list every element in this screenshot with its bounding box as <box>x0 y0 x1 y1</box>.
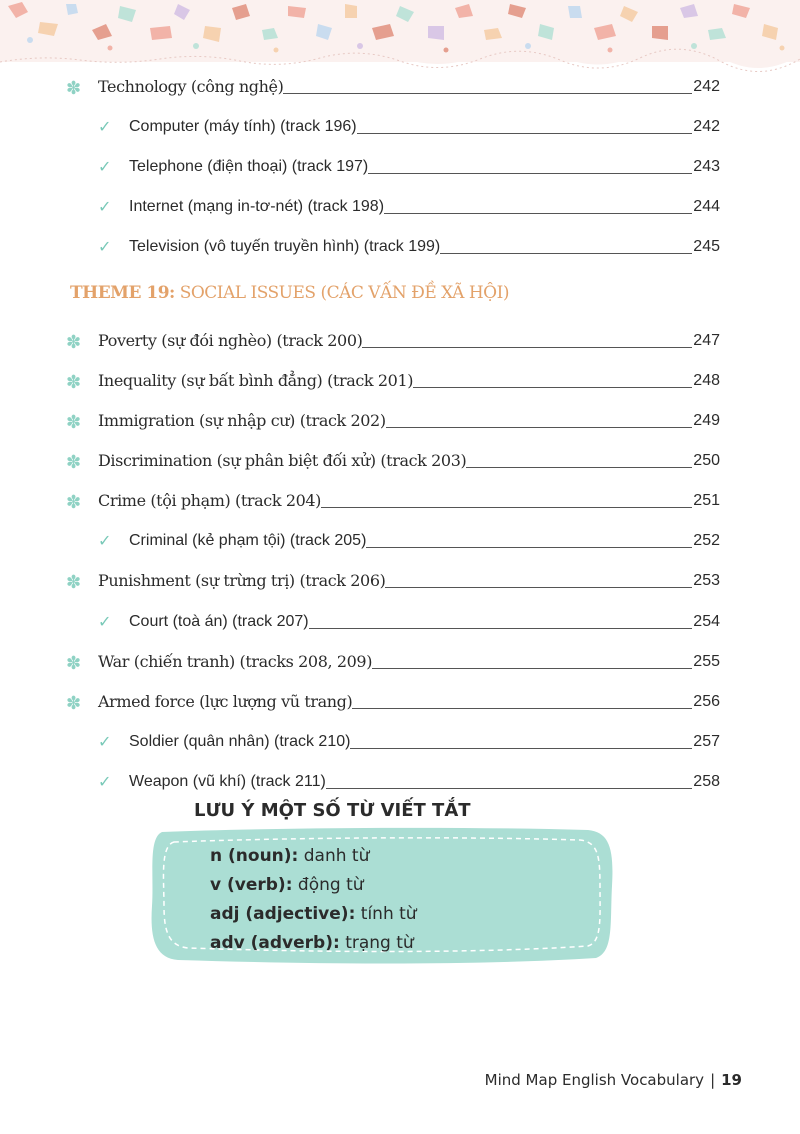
dot-leader <box>283 93 692 94</box>
toc-entry-label: Telephone (điện thoại) (track 197) <box>129 158 369 175</box>
flower-bullet-icon: ✽ <box>66 492 82 512</box>
abbreviation: v (verb): <box>210 875 293 895</box>
flower-bullet-icon: ✽ <box>66 572 82 592</box>
toc-page-number: 245 <box>693 238 720 255</box>
toc-page-number: 242 <box>693 78 720 95</box>
flower-bullet-icon: ✽ <box>66 78 82 98</box>
dot-leader <box>321 507 692 508</box>
toc-page-number: 249 <box>693 412 720 429</box>
decorative-header-band <box>0 0 800 80</box>
toc-entry-label: Criminal (kẻ phạm tội) (track 205) <box>129 532 367 549</box>
abbreviation: adv (adverb): <box>210 933 340 953</box>
flower-bullet-icon: ✽ <box>66 653 82 673</box>
toc-entry-label: Discrimination (sự phân biệt đối xử) (track 203) <box>98 451 467 470</box>
dot-leader <box>357 133 692 134</box>
checkmark-icon: ✓ <box>98 119 112 136</box>
dot-leader <box>352 708 692 709</box>
abbreviation: n (noun): <box>210 846 299 866</box>
book-title: Mind Map English Vocabulary <box>484 1071 705 1089</box>
abbreviation-item <box>210 842 417 871</box>
toc-subentry[interactable] <box>0 771 800 795</box>
toc-page-number: 257 <box>693 733 720 750</box>
toc-subentry[interactable] <box>0 236 800 260</box>
toc-entry-label: War (chiến tranh) (tracks 208, 209) <box>98 652 373 671</box>
notes-title: LƯU Ý MỘT SỐ TỪ VIẾT TẮT <box>194 800 471 821</box>
toc-entry[interactable] <box>0 450 800 474</box>
theme-heading[interactable] <box>70 283 509 303</box>
abbreviation-item <box>210 871 417 900</box>
toc-page-number: 242 <box>693 118 720 135</box>
checkmark-icon: ✓ <box>98 734 112 751</box>
theme-title: SOCIAL ISSUES (CÁC VẤN ĐỀ XÃ HỘI) <box>174 283 509 303</box>
flower-bullet-icon: ✽ <box>66 452 82 472</box>
toc-entry-label: Technology (công nghệ) <box>98 77 284 96</box>
toc-entry-label: Inequality (sự bất bình đẳng) (track 201) <box>98 371 414 390</box>
checkmark-icon: ✓ <box>98 614 112 631</box>
toc-entry-label: Weapon (vũ khí) (track 211) <box>129 773 326 790</box>
page-footer <box>485 1071 742 1089</box>
footer-separator: | <box>710 1071 716 1089</box>
toc-page-number: 254 <box>693 613 720 630</box>
dot-leader <box>326 788 692 789</box>
toc-page-number: 252 <box>693 532 720 549</box>
toc-subentry[interactable] <box>0 611 800 635</box>
toc-entry-label: Armed force (lực lượng vũ trang) <box>98 692 353 711</box>
dot-leader <box>466 467 692 468</box>
checkmark-icon: ✓ <box>98 533 112 550</box>
dot-leader <box>362 347 692 348</box>
dot-leader <box>368 173 692 174</box>
abbreviation-meaning: tính từ <box>355 904 417 924</box>
toc-entry-label: Poverty (sự đói nghèo) (track 200) <box>98 331 363 350</box>
abbreviation-list <box>210 842 417 958</box>
flower-bullet-icon: ✽ <box>66 412 82 432</box>
dot-leader <box>386 427 692 428</box>
toc-page-number: 247 <box>693 332 720 349</box>
toc-entry[interactable] <box>0 651 800 675</box>
dot-leader <box>413 387 692 388</box>
toc-subentry[interactable] <box>0 116 800 140</box>
toc-entry[interactable] <box>0 330 800 354</box>
toc-entry[interactable] <box>0 410 800 434</box>
flower-bullet-icon: ✽ <box>66 332 82 352</box>
flower-bullet-icon: ✽ <box>66 372 82 392</box>
toc-page-number: 243 <box>693 158 720 175</box>
toc-entry[interactable] <box>0 490 800 514</box>
toc-entry-label: Immigration (sự nhập cư) (track 202) <box>98 411 386 430</box>
abbreviation-meaning: trạng từ <box>339 933 414 953</box>
toc-subentry[interactable] <box>0 196 800 220</box>
flower-bullet-icon: ✽ <box>66 693 82 713</box>
toc-page-number: 248 <box>693 372 720 389</box>
dot-leader <box>440 253 692 254</box>
abbreviation-item <box>210 900 417 929</box>
abbreviation: adj (adjective): <box>210 904 356 924</box>
toc-entry[interactable] <box>0 370 800 394</box>
dot-leader <box>384 213 692 214</box>
toc-subentry[interactable] <box>0 731 800 755</box>
toc-subentry[interactable] <box>0 530 800 554</box>
toc-page-number: 250 <box>693 452 720 469</box>
dot-leader <box>372 668 692 669</box>
toc-entry-label: Soldier (quân nhân) (track 210) <box>129 733 351 750</box>
dot-leader <box>385 587 692 588</box>
checkmark-icon: ✓ <box>98 199 112 216</box>
toc-page-number: 244 <box>693 198 720 215</box>
toc-page-number: 251 <box>693 492 720 509</box>
toc-entry-label: Television (vô tuyến truyền hình) (track 199) <box>129 238 441 255</box>
checkmark-icon: ✓ <box>98 774 112 791</box>
toc-entry[interactable] <box>0 76 800 100</box>
toc-subentry[interactable] <box>0 156 800 180</box>
toc-page-number: 255 <box>693 653 720 670</box>
toc-page-number: 258 <box>693 773 720 790</box>
page-number: 19 <box>721 1071 742 1089</box>
toc-page-number: 256 <box>693 693 720 710</box>
dot-leader <box>350 748 692 749</box>
checkmark-icon: ✓ <box>98 159 112 176</box>
abbreviation-item <box>210 929 417 958</box>
abbreviation-meaning: danh từ <box>298 846 370 866</box>
toc-entry-label: Computer (máy tính) (track 196) <box>129 118 357 135</box>
toc-page-number: 253 <box>693 572 720 589</box>
toc-entry-label: Punishment (sự trừng trị) (track 206) <box>98 571 386 590</box>
abbreviation-meaning: động từ <box>292 875 364 895</box>
theme-prefix: THEME 19: <box>70 283 175 303</box>
dot-leader <box>309 628 692 629</box>
toc-entry[interactable] <box>0 570 800 594</box>
dot-leader <box>366 547 692 548</box>
toc-entry-label: Court (toà án) (track 207) <box>129 613 309 630</box>
toc-entry-label: Crime (tội phạm) (track 204) <box>98 491 322 510</box>
toc-entry-label: Internet (mạng in-tơ-nét) (track 198) <box>129 198 385 215</box>
toc-entry[interactable] <box>0 691 800 715</box>
checkmark-icon: ✓ <box>98 239 112 256</box>
